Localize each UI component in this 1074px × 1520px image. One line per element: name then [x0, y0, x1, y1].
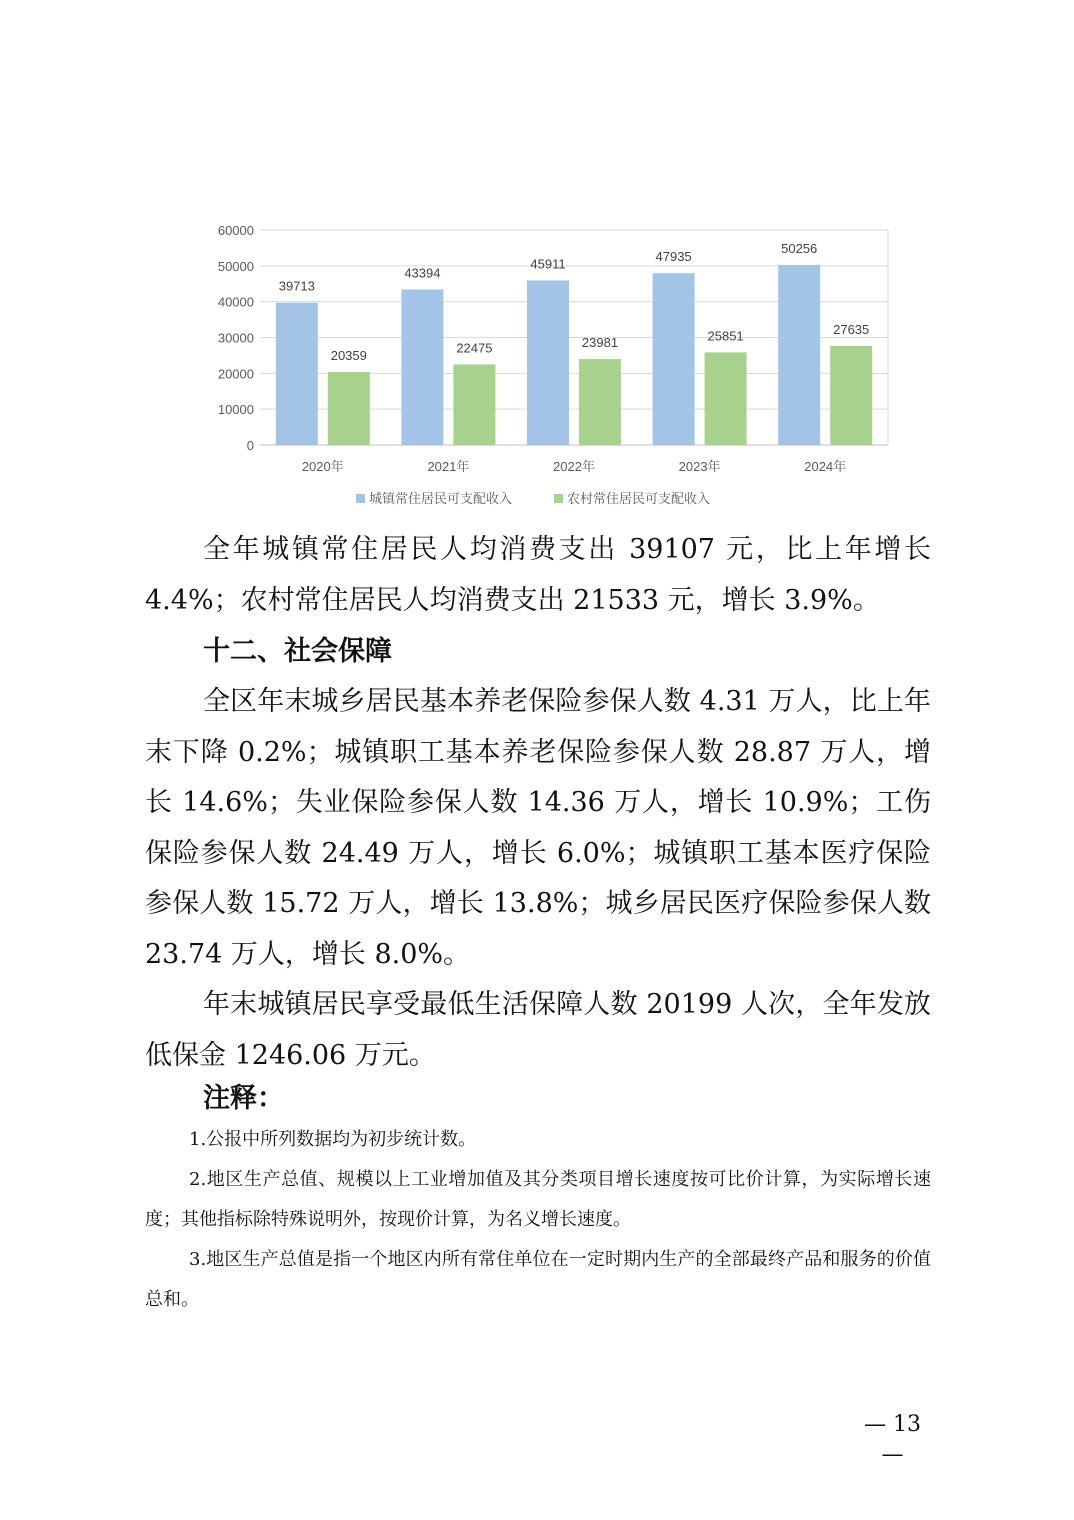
note-item-1: 1.公报中所列数据均为初步统计数。 — [189, 1129, 477, 1150]
x-tick-label: 2021年 — [427, 459, 470, 474]
y-tick-label: 10000 — [217, 402, 254, 418]
x-tick-label: 2022年 — [553, 459, 595, 474]
consumption-paragraph: 全年城镇常住居民人均消费支出 39107 元，比上年增长 4.4%；农村常住居民人均消费支出 21533 元，增长 3.9%。 — [145, 534, 931, 616]
bar-rural — [579, 359, 621, 445]
y-tick-label: 40000 — [217, 294, 254, 310]
bar-data-label: 27635 — [833, 321, 870, 337]
bar-urban — [778, 265, 820, 445]
bar-data-label: 23981 — [581, 335, 619, 351]
bar-data-label: 22475 — [456, 340, 493, 356]
bar-data-label: 47935 — [655, 249, 692, 265]
bar-data-label: 50256 — [781, 240, 818, 256]
legend-swatch-rural — [554, 494, 563, 503]
y-tick-label: 50000 — [217, 258, 254, 274]
bar-rural — [453, 364, 495, 445]
legend-swatch-urban — [356, 494, 365, 503]
y-tick-label: 60000 — [217, 223, 254, 238]
bar-data-label: 39713 — [278, 278, 315, 294]
income-bar-chart — [190, 215, 910, 525]
insurance-paragraph: 全区年末城乡居民基本养老保险参保人数 4.31 万人，比上年末下降 0.2%；城镇职工基本养老保险参保人数 28.87 万人，增长 14.6%；失业保险参保人数 14.36 万人，增长 10.9%；工伤保险参保人数 24.49 万人，增长 6.0%；城镇职工基本医疗保险参保人数 15.72 万人，增长 13.8%；城乡居民医疗保险参保人数 23.74 万人，增长 8.0%。 — [145, 686, 931, 970]
legend-label-rural: 农村常住居民可支配收入 — [567, 491, 711, 506]
y-axis-ticks — [218, 223, 254, 453]
notes-title: 注释： — [203, 1083, 284, 1114]
y-tick-label: 30000 — [217, 330, 254, 346]
x-axis-ticks — [302, 459, 846, 474]
bar-urban — [276, 303, 318, 445]
bar-data-label: 25851 — [707, 328, 744, 344]
bar-urban — [653, 273, 695, 445]
note-item-2: 2.地区生产总值、规模以上工业增加值及其分类项目增长速度按可比价计算，为实际增长速度；其他指标除特殊说明外，按现价计算，为名义增长速度。 — [145, 1169, 931, 1230]
page-number: — 13 — — [864, 1412, 921, 1467]
x-tick-label: 2020年 — [301, 459, 344, 474]
bar-data-label: 45911 — [530, 256, 566, 272]
x-tick-label: 2023年 — [678, 459, 721, 474]
bar-data-label: 43394 — [404, 265, 441, 281]
subsidy-paragraph: 年末城镇居民享受最低生活保障人数 20199 人次，全年发放低保金 1246.06 万元。 — [145, 989, 931, 1071]
section-heading-social-security: 十二、社会保障 — [203, 636, 392, 667]
x-tick-label: 2024年 — [804, 459, 847, 474]
legend-label-urban: 城镇常住居民可支配收入 — [369, 491, 513, 506]
bar-rural — [328, 372, 370, 445]
bar-data-label: 20359 — [330, 348, 367, 364]
bar-rural — [705, 352, 747, 445]
y-tick-label: 20000 — [217, 366, 254, 382]
bar-urban — [527, 280, 569, 445]
note-item-3: 3.地区生产总值是指一个地区内所有常住单位在一定时期内生产的全部最终产品和服务的价值总和。 — [145, 1249, 931, 1310]
bar-urban — [401, 290, 443, 445]
y-tick-label: 0 — [246, 438, 254, 453]
chart-bars — [276, 241, 872, 445]
bar-rural — [830, 346, 872, 445]
chart-legend — [356, 491, 710, 506]
